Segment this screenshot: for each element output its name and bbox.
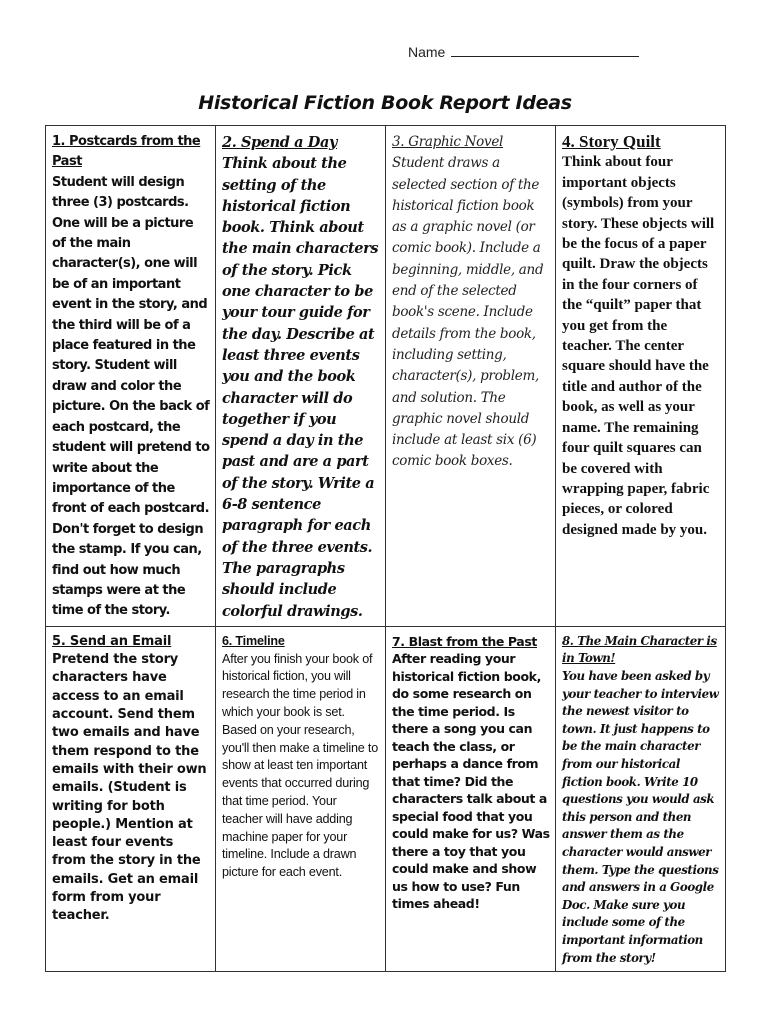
idea-heading: 2. Spend a Day xyxy=(222,134,337,151)
idea-description: After reading your historical fiction book, do some research on the time period. Is there a song you can teach the class, or perhaps a dance from that time? Did the characters talk about a special food that you could make for us? Was there a toy that you could make and show us how to use? Fun times ahead! xyxy=(392,651,550,912)
ideas-table xyxy=(45,125,726,972)
idea-description: Think about four important objects (symbols) from your story. These objects will be the focus of a paper quilt. Draw the objects in the four corners of the “quilt” paper that you get from the teacher. The center square should have the title and author of the book, as well as your name. The remaining four quilt squares can be covered with wrapping paper, fabric pieces, or colored designed made by you. xyxy=(562,154,715,538)
idea-cell-send-an-email xyxy=(46,626,216,971)
idea-heading: 7. Blast from the Past xyxy=(392,633,537,649)
idea-description: Think about the setting of the historical fiction book. Think about the main characters of the story. Pick one character to be your tour guide for the day. Describe at least three events you and the book character will do together if you spend a day in the past and are a part of the story. Write a 6-8 sentence paragraph for each of the three events. The paragraphs should include colorful drawings. xyxy=(222,155,379,620)
idea-description: You have been asked by your teacher to interview the newest visitor to town. It just happens to be the main character from our historical fiction book. Write 10 questions you would ask this person and then answer them as the character would answer them. Type the questions and answers in a Google Doc. Make sure you include some of the important information from the story! xyxy=(562,669,719,965)
idea-description: Pretend the story characters have access to an email account. Send them two emails and have them respond to the emails with their own emails. (Student is writing for both people.) Mention at least four events from the story in the emails. Get an email form from your teacher. xyxy=(52,652,207,924)
idea-cell-main-character xyxy=(556,626,726,971)
idea-heading: 3. Graphic Novel xyxy=(392,134,504,150)
idea-heading: 4. Story Quilt xyxy=(562,132,661,151)
idea-heading: 6. Timeline xyxy=(222,633,285,648)
idea-description: After you finish your book of historical fiction, you will research the time period in which your book is set. Based on your research, you'll then make a timeline to show at least ten important events that occurred during that time period. Your teacher will have adding machine paper for your timeline. Include a drawn picture for each event. xyxy=(222,651,379,880)
idea-description: Student will design three (3) postcards. One will be a picture of the main character(s), one will be of an important event in the story, and the third will be of a place featured in the story. Student will draw and color the picture. On the back of each postcard, the student will pretend to write about the importance of the front of each postcard. Don't forget to design the stamp. If you can, find out how much stamps were at the time of the story. xyxy=(52,174,210,619)
idea-description: Student draws a selected section of the historical fiction book as a graphic novel (or comic book). Include a beginning, middle, and end of the selected book's scene. Include details from the book, including setting, character(s), problem, and solution. The graphic novel should include at least six (6) comic book boxes. xyxy=(392,155,544,470)
idea-cell-postcards xyxy=(46,126,216,627)
idea-cell-graphic-novel xyxy=(386,126,556,627)
table-row xyxy=(46,126,726,627)
table-row xyxy=(46,626,726,971)
page-title: Historical Fiction Book Report Ideas xyxy=(198,92,572,114)
idea-cell-timeline xyxy=(216,626,386,971)
idea-heading: 5. Send an Email xyxy=(52,633,172,649)
idea-heading: 1. Postcards from the Past xyxy=(52,134,201,170)
name-blank-line xyxy=(451,44,639,57)
idea-cell-blast-from-the-past xyxy=(386,626,556,971)
idea-cell-spend-a-day xyxy=(216,126,386,627)
name-label: Name xyxy=(408,44,446,60)
idea-cell-story-quilt xyxy=(556,126,726,627)
idea-heading: 8. The Main Character is in Town! xyxy=(562,633,717,666)
name-field xyxy=(408,44,639,60)
